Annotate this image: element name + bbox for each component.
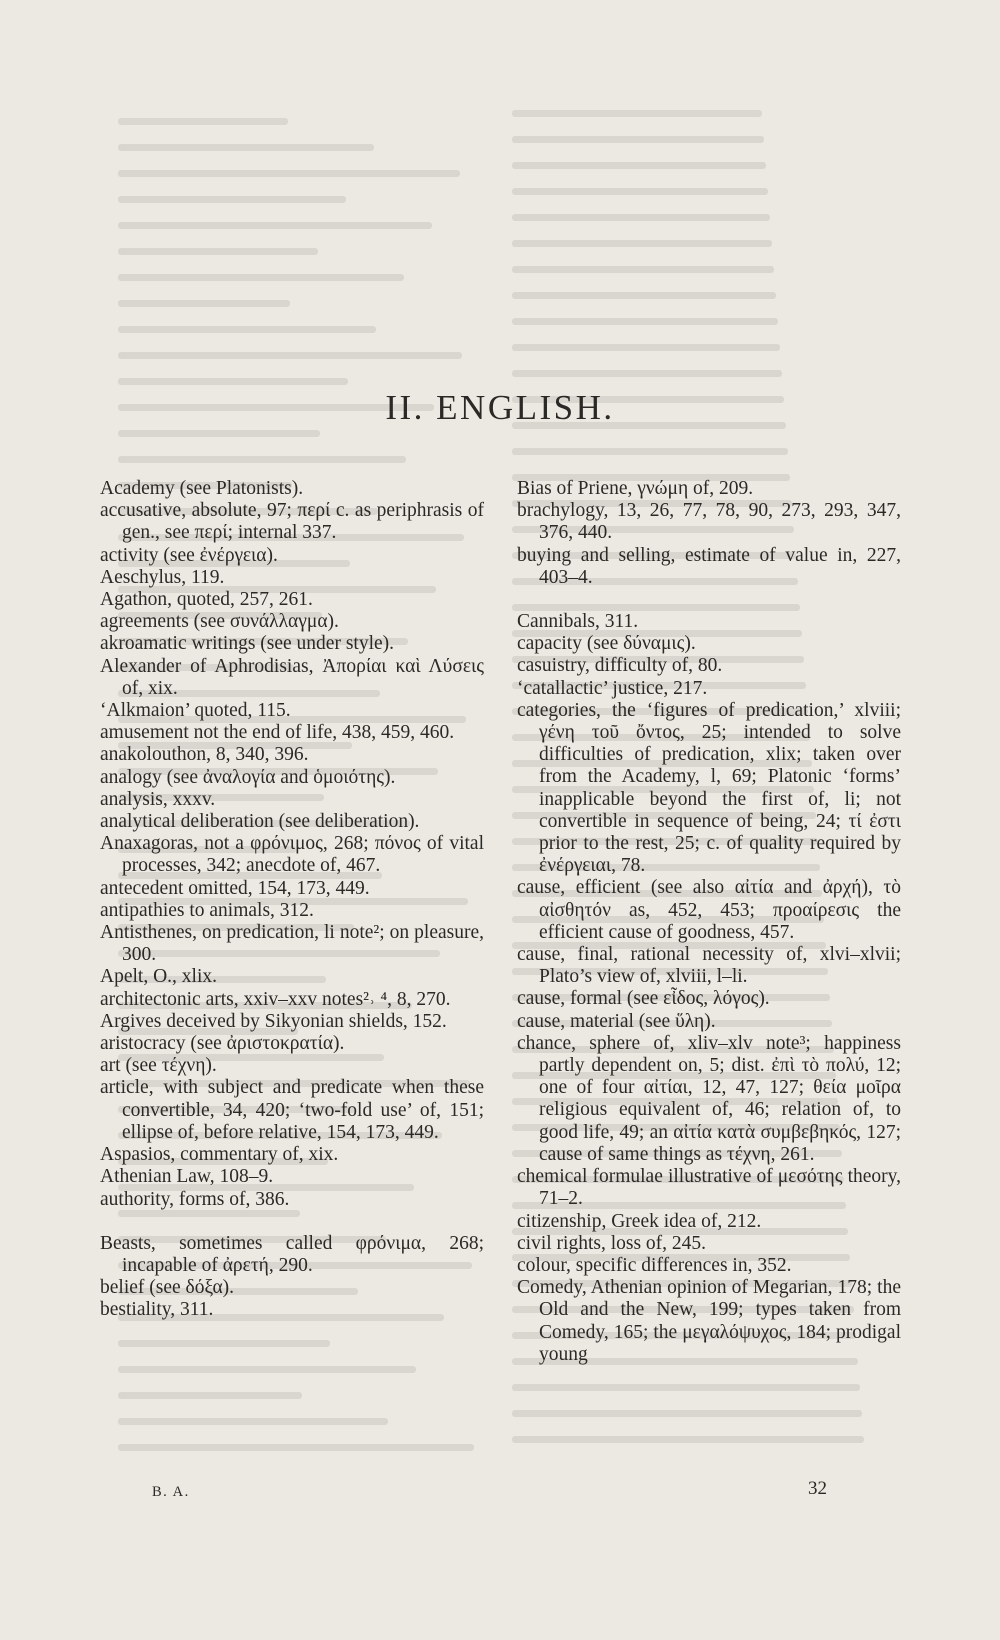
index-entry: colour, specific differences in, 352.: [517, 1254, 792, 1276]
index-entry: brachylogy, 13, 26, 77, 78, 90, 273, 293, 347, 376, 440.: [517, 500, 901, 544]
index-entry: Beasts, sometimes called φρόνιμα, 268; incapable of ἀρετή, 290.: [100, 1232, 484, 1276]
index-entry: activity (see ἐνέργεια).: [100, 544, 278, 566]
index-entry: Athenian Law, 108–9.: [100, 1166, 274, 1188]
index-entry: capacity (see δύναμις).: [517, 633, 696, 655]
index-entry: civil rights, loss of, 245.: [517, 1232, 707, 1254]
entry-gap: [517, 589, 901, 611]
index-entry: chance, sphere of, xliv–xlv note³; happiness partly dependent on, 5; dist. ἐπὶ τὸ πολύ, 12; one of four αἰτίαι, 12, 47, 127; θεία μοῖρα religious equivalent of, 46; relation of, to good life, 49; an αἰτία κατὰ συμβεβηκός, 127; cause of same things as τέχνη, 261.: [517, 1032, 901, 1165]
index-entry: cause, material (see ὕλη).: [517, 1010, 716, 1032]
index-entry: aristocracy (see ἀριστοκρατία).: [100, 1033, 345, 1055]
signature-number: 32: [808, 1478, 827, 1499]
index-entry: categories, the ‘figures of predication,’ xlviii; γένη τοῦ ὄντος, 25; intended to solve difficulties of predication, xlix; taken over from the Academy, l, 69; Platonic ‘forms’ inapplicable beyond the first of, li; not convertible in sequence of being, 24; τί ἐστι prior to the rest, 25; c. of quality required by ἐνέργειαι, 78.: [517, 699, 901, 877]
index-entry: architectonic arts, xxiv–xxv notes²˒ ⁴, 8, 270.: [100, 988, 451, 1010]
index-entry: accusative, absolute, 97; περί c. as periphrasis of gen., see περί; internal 337.: [100, 500, 484, 544]
index-entry: anakolouthon, 8, 340, 396.: [100, 744, 309, 766]
index-entry: chemical formulae illustrative of μεσότης theory, 71–2.: [517, 1166, 901, 1210]
index-entry: Aspasios, commentary of, xix.: [100, 1144, 339, 1166]
index-entry: cause, final, rational necessity of, xlvi–xlvii; Plato’s view of, xlviii, l–li.: [517, 944, 901, 988]
index-entry: Comedy, Athenian opinion of Megarian, 178; the Old and the New, 199; types taken from Comedy, 165; the μεγαλόψυχος, 184; prodigal young: [517, 1277, 901, 1365]
index-entry: casuistry, difficulty of, 80.: [517, 655, 723, 677]
index-entry: amusement not the end of life, 438, 459, 460.: [100, 722, 455, 744]
index-entry: ‘Alkmaion’ quoted, 115.: [100, 700, 291, 722]
index-entry: Bias of Priene, γνώμη of, 209.: [517, 478, 754, 499]
index-entry: agreements (see συνάλλαγμα).: [100, 611, 339, 633]
signature-mark: B. A.: [152, 1484, 190, 1500]
index-entry: analogy (see ἀναλογία and ὁμοιότης).: [100, 766, 396, 788]
index-entry: Agathon, quoted, 257, 261.: [100, 589, 313, 611]
index-entry: antecedent omitted, 154, 173, 449.: [100, 877, 370, 899]
index-column-left: [100, 478, 484, 1322]
index-entry: Academy (see Platonists).: [100, 478, 304, 499]
index-entry: cause, efficient (see also αἰτία and ἀρχή), τὸ αἰσθητόν as, 452, 453; προαίρεσις the efficient cause of goodness, 457.: [517, 877, 901, 943]
index-entry: authority, forms of, 386.: [100, 1188, 290, 1210]
index-entry: belief (see δόξα).: [100, 1277, 235, 1299]
index-entry: citizenship, Greek idea of, 212.: [517, 1210, 762, 1232]
index-entry: article, with subject and predicate when these convertible, 34, 420; ‘two-fold use’ of, 151; ellipse of, before relative, 154, 173, 449.: [100, 1077, 484, 1143]
index-entry: Apelt, O., xlix.: [100, 966, 217, 988]
index-entry: Antisthenes, on predication, li note²; on pleasure, 300.: [100, 922, 484, 966]
section-title: II. ENGLISH.: [385, 388, 615, 427]
index-entry: Argives deceived by Sikyonian shields, 152.: [100, 1010, 447, 1032]
index-entry: Anaxagoras, not a φρόνιμος, 268; πόνος of vital processes, 342; anecdote of, 467.: [100, 833, 484, 877]
entry-gap: [100, 1211, 484, 1233]
index-entry: art (see τέχνη).: [100, 1055, 217, 1077]
index-entry: buying and selling, estimate of value in, 227, 403–4.: [517, 544, 901, 588]
index-entry: ‘catallactic’ justice, 217.: [517, 677, 708, 699]
index-entry: antipathies to animals, 312.: [100, 899, 314, 921]
index-column-right: [517, 478, 901, 1366]
index-entry: analytical deliberation (see deliberation).: [100, 811, 420, 833]
index-entry: Aeschylus, 119.: [100, 566, 225, 588]
index-entry: cause, formal (see εἶδος, λόγος).: [517, 988, 770, 1010]
index-entry: Cannibals, 311.: [517, 611, 639, 633]
index-entry: analysis, xxxv.: [100, 788, 216, 810]
index-entry: bestiality, 311.: [100, 1299, 214, 1321]
index-entry: akroamatic writings (see under style).: [100, 633, 395, 655]
index-entry: Alexander of Aphrodisias, Ἀπορίαι καὶ Λύσεις of, xix.: [100, 655, 484, 699]
